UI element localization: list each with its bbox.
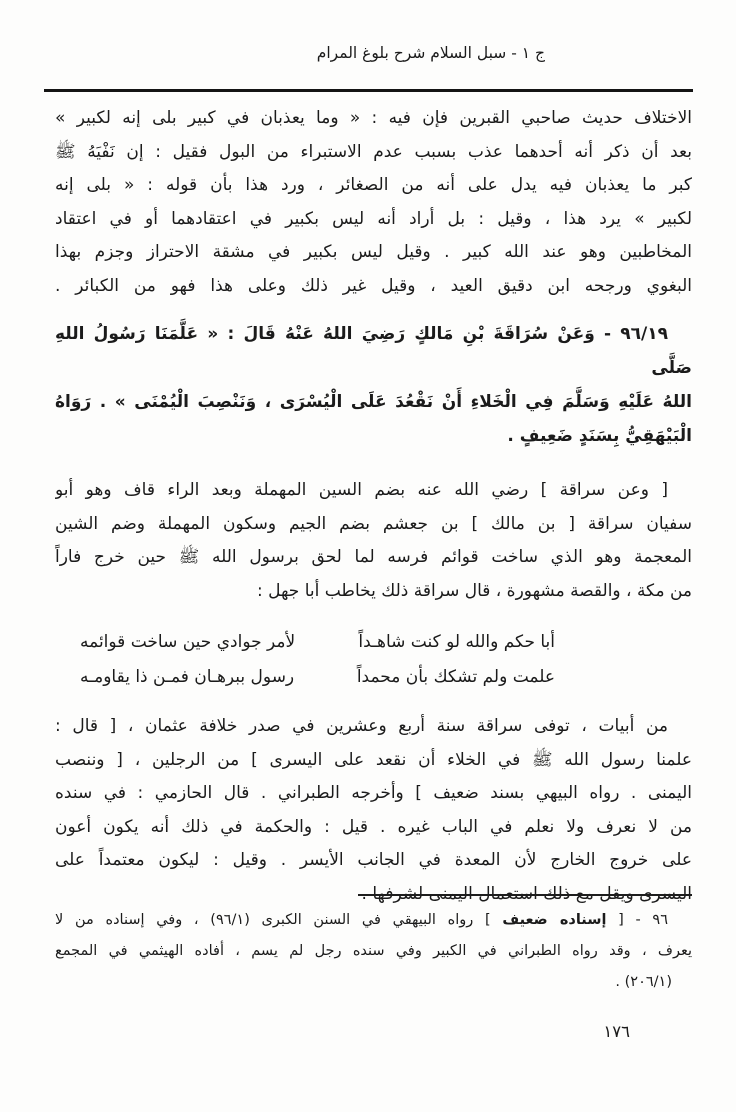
page-number: ١٧٦	[603, 1022, 630, 1041]
text-line: علمنا رسول الله ﷺ في الخلاء أن نقعد على اليسرى ] من الرجلين ، [ وننصب	[55, 749, 692, 770]
text-line: سفيان سراقة [ بن مالك ] بن جعشم بضم الجيم وسكون المهملة وضم الشين	[55, 513, 692, 534]
verse-hemistich-second: رسول ببرهـان فمـن ذا يقاومـه	[80, 667, 295, 687]
commentary-suraqa	[55, 474, 692, 608]
footnote-separator	[358, 894, 692, 896]
text-line: من أبيات ، توفى سراقة سنة أربع وعشرين في صدر خلافة عثمان ، [ قال :	[55, 716, 668, 736]
text-line: الاختلاف حديث صاحبي القبرين فإن فيه : « وما يعذبان في كبير بلى إنه لكبير »	[55, 108, 692, 128]
text-line: من لا نعرف ولا نعلم في الباب غيره . قيل : والحكمة في ذلك أنه يكون أعون	[55, 816, 692, 837]
main-text-column	[55, 102, 692, 911]
footnote-number: ٩٦ - [	[606, 912, 668, 928]
footnote-grading-bold: إسناده ضعيف	[502, 912, 607, 928]
hadith-line: اللهُ عَلَيْهِ وَسَلَّمَ فِي الْخَلاءِ أَنْ نَقْعُدَ عَلَى الْيُسْرَى ، وَنَنْصِبَ الْيُمْنَى » . رَوَاهُ	[55, 392, 692, 412]
paragraph-qabrayn-discussion	[55, 102, 692, 303]
text-line: كبر ما يعذبان فيه يدل على أنه من الصغائر ، ورد هذا بأن قوله : « بلى إنه	[55, 175, 692, 195]
hadith-line: الْبَيْهَقِيُّ بِسَنَدٍ ضَعِيفٍ .	[507, 426, 692, 446]
footnote-line	[55, 905, 692, 936]
footnote-block	[55, 894, 692, 998]
hadith-line: ٩٦/١٩ - وَعَنْ سُرَاقَةَ بْنِ مَالكٍ رَضِيَ اللهُ عَنْهُ قَالَ : « عَلَّمَنَا رَسُولُ اللهِ صَلَّى	[55, 324, 692, 378]
verse-line	[80, 625, 555, 660]
text-line: من مكة ، والقصة مشهورة ، قال سراقة ذلك يخاطب أبا جهل :	[256, 580, 692, 601]
text-line: البغوي ورجحه ابن دقيق العيد ، وقيل غير ذلك وعلى هذا فهو من الكبائر .	[55, 275, 692, 296]
text-line: المعجمة وهو الذي ساخت قوائم فرسه لما لحق برسول الله ﷺ حين خرج فاراً	[55, 547, 692, 567]
hadith-96-text	[55, 317, 692, 453]
verse-line	[80, 660, 555, 695]
footnote-line: يعرف ، وقد رواه الطبراني في الكبير وفي سنده رجل لم يسم ، أفاده الهيثمي في المجمع	[55, 943, 692, 959]
text-line: اليسرى ويقل مع ذلك استعمال اليمنى لشرفها .	[361, 883, 692, 904]
text-line: المخاطبين وهو عند الله كبير . وقيل ليس بكبير في مشقة الاحتراز وجزم بهذا	[55, 242, 692, 262]
verse-hemistich-first: أبا حكم والله لو كنت شاهـداً	[358, 632, 555, 652]
verse-hemistich-first: علمت ولم تشكك بأن محمداً	[356, 667, 555, 687]
poetry-verses	[55, 625, 692, 695]
running-head-title: ج ١ - سبل السلام شرح بلوغ المرام	[316, 44, 545, 62]
footnote-line: (٢٠٦/١) .	[615, 974, 672, 990]
text-line: بعد أن ذكر أنه أحدهما عذب بسبب عدم الاستبراء من البول فقيل : إن نَفْيَهُ ﷺ	[55, 141, 692, 162]
verse-hemistich-second: لأمر جوادي حين ساخت قوائمه	[80, 632, 296, 652]
text-line: على خروج الخارج لأن المعدة في الجانب الأيسر . وقيل : ليكون معتمداً على	[55, 850, 692, 870]
header-rule	[44, 89, 693, 92]
footnote-text: ] رواه البيهقي في السنن الكبرى (٩٦/١) ، وفي إسناده من لا	[55, 912, 503, 928]
paragraph-final	[55, 710, 692, 911]
text-line: اليمنى . رواه البيهي بسند ضعيف ] وأخرجه الطبراني . قال الحازمي : في سنده	[55, 783, 692, 803]
text-line: لكبير » يرد هذا ، وقيل : بل أراد أنه ليس بكبير في اعتقادهما أو في اعتقاد	[55, 208, 692, 229]
text-line: [ وعن سراقة ] رضي الله عنه بضم السين المهملة وبعد الراء قاف وهو أبو	[55, 480, 668, 500]
